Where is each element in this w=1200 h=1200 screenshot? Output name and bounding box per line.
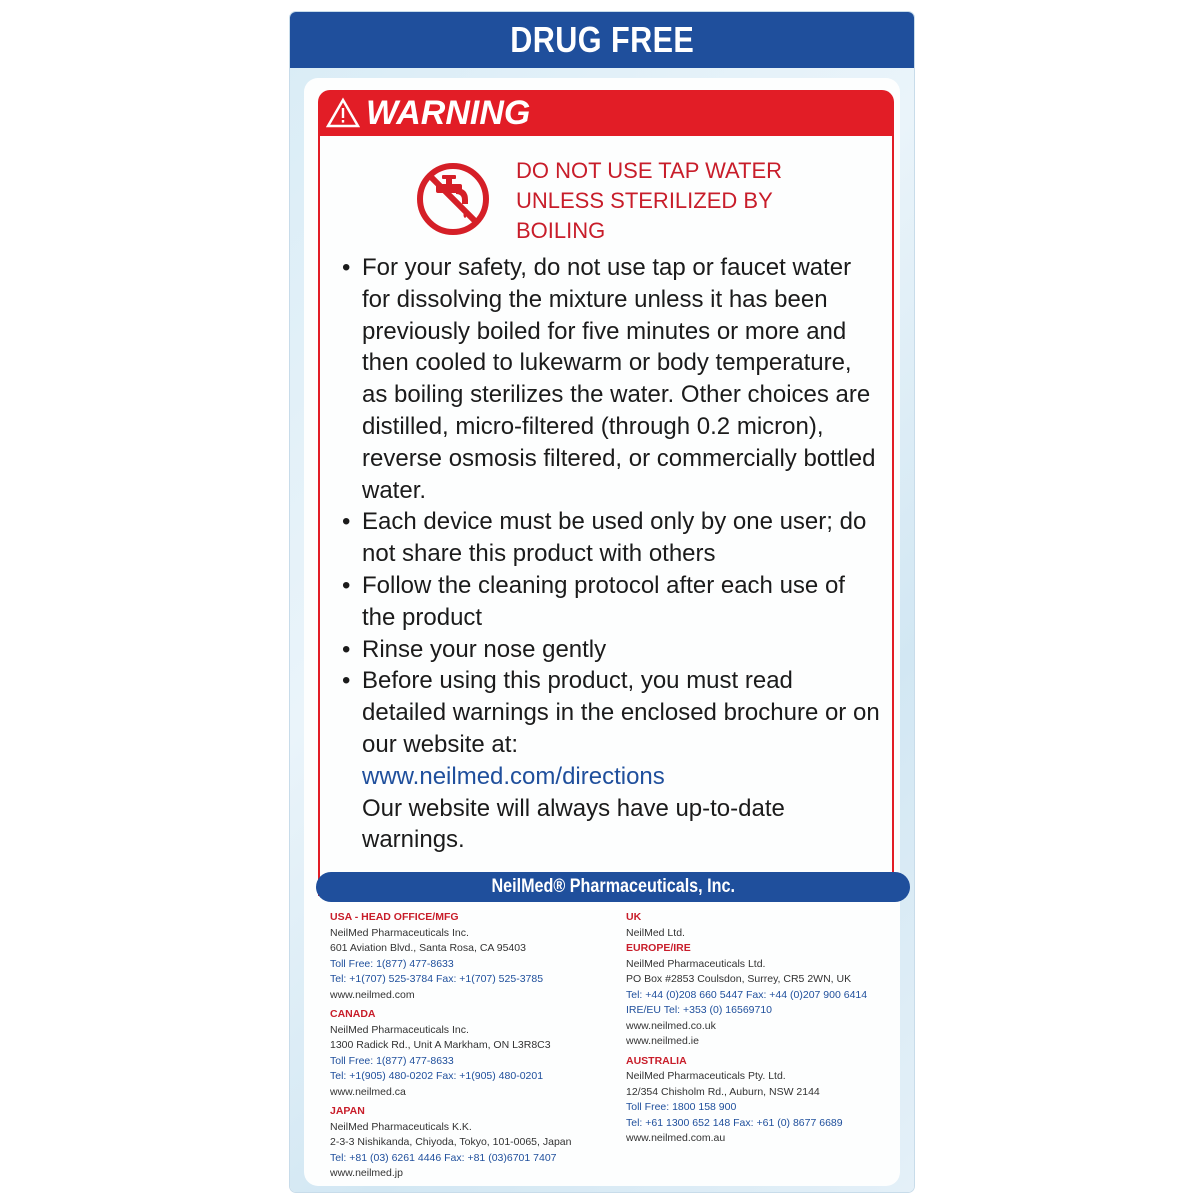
office-phone: Toll Free: 1(877) 477-8633 bbox=[330, 957, 454, 970]
warning-label: WARNING bbox=[366, 93, 531, 132]
offices-right-column bbox=[626, 910, 906, 1147]
warning-header bbox=[318, 90, 894, 136]
office-web: www.neilmed.co.uk bbox=[626, 1019, 716, 1032]
office-line: NeilMed Pharmaceuticals Inc. bbox=[330, 1023, 469, 1036]
banner-title: DRUG FREE bbox=[509, 19, 695, 60]
office-web: www.neilmed.com.au bbox=[626, 1132, 726, 1144]
office-phone: Tel: +1(905) 480-0202 Fax: +1(905) 480-0201 bbox=[330, 1070, 544, 1082]
warning-card bbox=[304, 78, 900, 1186]
office-web: www.neilmed.jp bbox=[330, 1167, 403, 1179]
company-name: NeilMed® Pharmaceuticals, Inc. bbox=[491, 876, 735, 897]
tap-warning-line: BOILING bbox=[516, 218, 606, 243]
office-line: 601 Aviation Blvd., Santa Rosa, CA 95403 bbox=[330, 942, 526, 954]
office-phone: Tel: +1(707) 525-3784 Fax: +1(707) 525-3785 bbox=[330, 973, 544, 985]
office-heading-europe: EUROPE/IRE bbox=[626, 942, 691, 954]
tap-warning-line: DO NOT USE TAP WATER bbox=[516, 158, 783, 183]
office-phone: Tel: +61 1300 652 148 Fax: +61 (0) 8677 6689 bbox=[626, 1116, 843, 1129]
website-link[interactable]: www.neilmed.com/directions bbox=[362, 762, 665, 790]
package-panel bbox=[290, 12, 914, 1192]
warning-list bbox=[342, 252, 882, 856]
office-phone: Toll Free: 1(877) 477-8633 bbox=[330, 1054, 454, 1067]
office-line: 12/354 Chisholm Rd., Auburn, NSW 2144 bbox=[626, 1085, 820, 1098]
tap-water-warning bbox=[516, 156, 846, 246]
no-tap-water-icon bbox=[416, 162, 490, 236]
warning-triangle-icon bbox=[326, 97, 360, 129]
office-phone: Toll Free: 1800 158 900 bbox=[626, 1101, 737, 1113]
office-line: 2-3-3 Nishikanda, Chiyoda, Tokyo, 101-0065, Japan bbox=[330, 1136, 572, 1148]
offices-left-column bbox=[330, 910, 610, 1182]
drug-free-banner bbox=[290, 12, 914, 68]
office-heading-uk: UK bbox=[626, 911, 642, 923]
company-banner bbox=[316, 872, 910, 902]
list-item: • Before using this product, you must read detailed warnings in the enclosed brochure or on our website at: www.neilmed.com/directions Our website will always have up-to-date warnings. bbox=[342, 665, 882, 856]
office-line: NeilMed Pharmaceuticals Pty. Ltd. bbox=[626, 1070, 786, 1082]
office-phone: IRE/EU Tel: +353 (0) 16569710 bbox=[626, 1004, 773, 1016]
office-line: NeilMed Pharmaceuticals Ltd. bbox=[626, 957, 766, 970]
office-heading-canada: CANADA bbox=[330, 1008, 376, 1020]
list-item: • For your safety, do not use tap or faucet water for dissolving the mixture unless it has been previously boiled for five minutes or more and then cooled to lukewarm or body temperature, as boiling sterilizes the water. Other choices are distilled, micro-filtered (through 0.2 micron), reverse osmosis filtered, or commercially bottled water. bbox=[342, 254, 876, 504]
office-web: www.neilmed.com bbox=[330, 988, 415, 1001]
list-item: • Rinse your nose gently bbox=[342, 635, 607, 663]
office-line: 1300 Radick Rd., Unit A Markham, ON L3R8C3 bbox=[330, 1039, 551, 1051]
office-web: www.neilmed.ca bbox=[330, 1085, 406, 1098]
office-phone: Tel: +81 (03) 6261 4446 Fax: +81 (03)6701 7407 bbox=[330, 1151, 557, 1164]
office-line: NeilMed Pharmaceuticals Inc. bbox=[330, 926, 469, 939]
office-phone: Tel: +44 (0)208 660 5447 Fax: +44 (0)207 900 6414 bbox=[626, 988, 868, 1001]
website-note: Our website will always have up-to-date warnings. bbox=[362, 794, 785, 854]
office-heading-japan: JAPAN bbox=[330, 1105, 365, 1117]
office-line: PO Box #2853 Coulsdon, Surrey, CR5 2WN, UK bbox=[626, 973, 852, 985]
office-line: NeilMed Pharmaceuticals K.K. bbox=[330, 1120, 472, 1133]
office-web: www.neilmed.ie bbox=[626, 1035, 699, 1047]
office-heading-usa: USA - HEAD OFFICE/MFG bbox=[330, 911, 459, 923]
office-heading-australia: AUSTRALIA bbox=[626, 1054, 687, 1067]
office-line: NeilMed Ltd. bbox=[626, 926, 685, 939]
list-item: • Follow the cleaning protocol after each use of the product bbox=[342, 571, 845, 631]
tap-warning-line: UNLESS STERILIZED BY bbox=[516, 188, 773, 213]
list-item: • Each device must be used only by one user; do not share this product with others bbox=[342, 508, 867, 568]
